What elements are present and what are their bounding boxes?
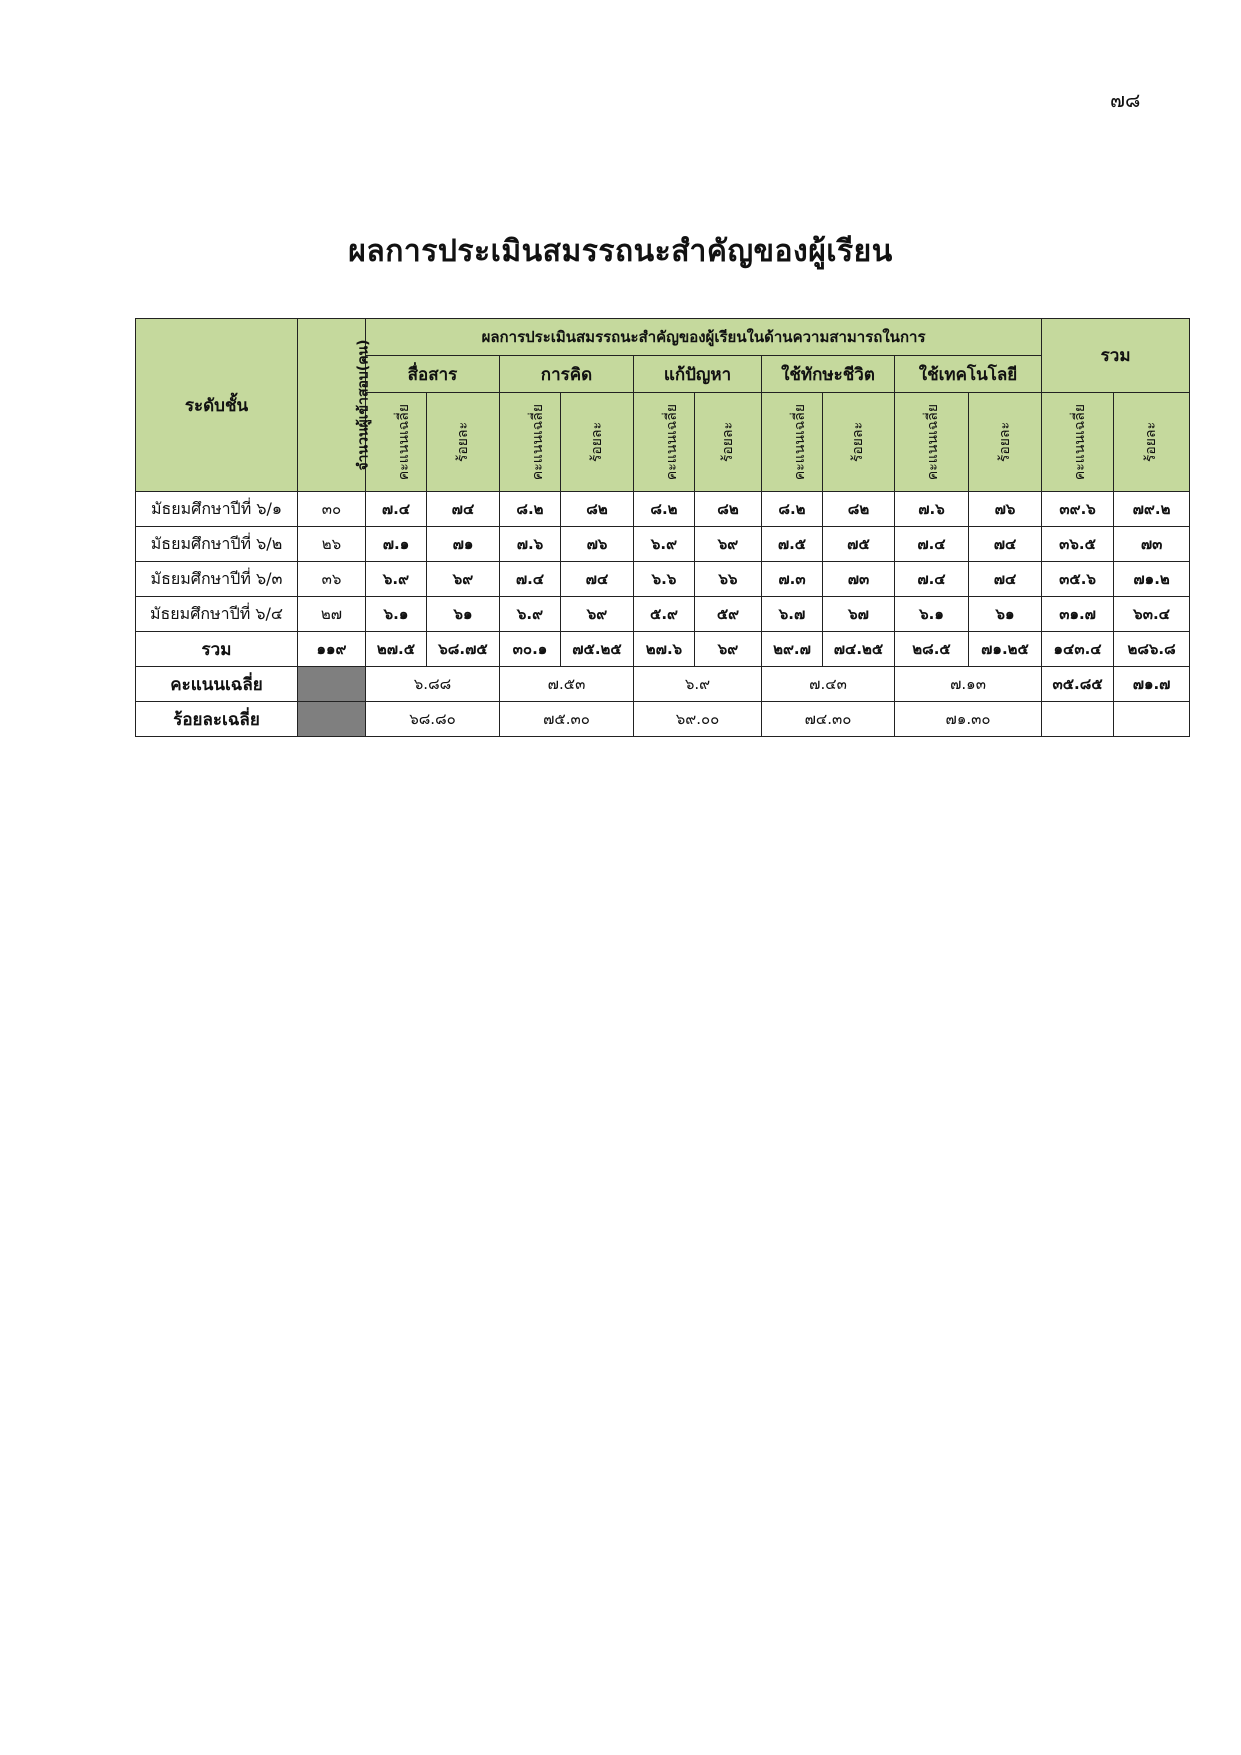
avg-score-subheader: คะแนนเฉลี่ย [500,393,561,492]
cell: ๖.๙ [634,667,762,702]
empty-cell [1114,702,1190,737]
cell: ๗.๔ [366,492,427,527]
cell: ๖.๑ [366,597,427,632]
cell: ๘.๒ [500,492,561,527]
cell: ๘๒ [561,492,634,527]
cell: ๓๖.๕ [1042,527,1114,562]
cell: ๗๖ [561,527,634,562]
percent-subheader: ร้อยละ [561,393,634,492]
cell: ๓๑.๗ [1042,597,1114,632]
cell: ๒๘๖.๘ [1114,632,1190,667]
row-label: มัธยมศึกษาปีที่ ๖/๔ [136,597,298,632]
cell: ๗๑.๒ [1114,562,1190,597]
percent-row [136,702,1190,737]
cell: ๒๘.๕ [895,632,969,667]
row-count: ๒๗ [298,597,366,632]
cell: ๖๙.๐๐ [634,702,762,737]
cell: ๗.๔๓ [762,667,895,702]
cell: ๖.๙ [634,527,695,562]
shaded-cell [298,702,366,737]
cell: ๗๕ [823,527,895,562]
cell: ๗.๑ [366,527,427,562]
row-count: ๓๐ [298,492,366,527]
cell: ๗๔ [969,527,1042,562]
cell: ๖.๗ [762,597,823,632]
cell: ๗๔.๓๐ [762,702,895,737]
avg-score-subheader: คะแนนเฉลี่ย [895,393,969,492]
percent-subheader: ร้อยละ [427,393,500,492]
cell: ๘๒ [695,492,762,527]
row-label: รวม [136,632,298,667]
row-label: คะแนนเฉลี่ย [136,667,298,702]
cell: ๒๙.๗ [762,632,823,667]
avg-score-subheader: คะแนนเฉลี่ย [634,393,695,492]
cell: ๗.๓ [762,562,823,597]
cell: ๖๖ [695,562,762,597]
competency-group-header: ผลการประเมินสมรรถนะสำคัญของผู้เรียนในด้านความสามารถในการ [366,319,1042,356]
level-header: ระดับชั้น [136,319,298,492]
percent-subheader: ร้อยละ [823,393,895,492]
percent-subheader: ร้อยละ [1114,393,1190,492]
cell: ๗๑.๗ [1114,667,1190,702]
cell: ๓๐.๑ [500,632,561,667]
row-label: มัธยมศึกษาปีที่ ๖/๒ [136,527,298,562]
cell: ๗๔ [969,562,1042,597]
cell: ๘.๒ [762,492,823,527]
shaded-cell [298,667,366,702]
cell: ๓๕.๘๕ [1042,667,1114,702]
competency-results-table [135,318,1190,737]
avg-score-subheader: คะแนนเฉลี่ย [366,393,427,492]
avg-score-subheader: คะแนนเฉลี่ย [1042,393,1114,492]
cell: ๖.๙ [500,597,561,632]
cell: ๘๒ [823,492,895,527]
cell: ๗๕.๒๕ [561,632,634,667]
competency-thinking: การคิด [500,356,634,393]
percent-subheader: ร้อยละ [969,393,1042,492]
cell: ๘.๒ [634,492,695,527]
competency-communication: สื่อสาร [366,356,500,393]
cell: ๗๕.๓๐ [500,702,634,737]
empty-cell [1042,702,1114,737]
cell: ๒๗.๖ [634,632,695,667]
cell: ๗.๖ [895,492,969,527]
cell: ๗๖ [969,492,1042,527]
cell: ๗.๑๓ [895,667,1042,702]
total-header: รวม [1042,319,1190,393]
table-row [136,527,1190,562]
competency-problem-solving: แก้ปัญหา [634,356,762,393]
avg-score-subheader: คะแนนเฉลี่ย [762,393,823,492]
cell: ๗.๔ [500,562,561,597]
cell: ๗๓ [1114,527,1190,562]
cell: ๖.๑ [895,597,969,632]
cell: ๕.๙ [634,597,695,632]
cell: ๖.๘๘ [366,667,500,702]
cell: ๗.๕๓ [500,667,634,702]
cell: ๗๑.๓๐ [895,702,1042,737]
cell: ๖๙ [427,562,500,597]
cell: ๖.๖ [634,562,695,597]
cell: ๖๑ [427,597,500,632]
cell: ๗.๔ [895,527,969,562]
cell: ๗๑.๒๕ [969,632,1042,667]
row-count: ๓๖ [298,562,366,597]
cell: ๑๔๓.๔ [1042,632,1114,667]
competency-life-skills: ใช้ทักษะชีวิต [762,356,895,393]
cell: ๒๗.๕ [366,632,427,667]
cell: ๓๕.๖ [1042,562,1114,597]
cell: ๗๔ [561,562,634,597]
cell: ๖๑ [969,597,1042,632]
cell: ๖๙ [561,597,634,632]
row-label: ร้อยละเฉลี่ย [136,702,298,737]
cell: ๗๔.๒๕ [823,632,895,667]
cell: ๖๓.๔ [1114,597,1190,632]
cell: ๖๘.๗๕ [427,632,500,667]
cell: ๗๙.๒ [1114,492,1190,527]
competency-technology: ใช้เทคโนโลยี [895,356,1042,393]
sum-row [136,632,1190,667]
average-row [136,667,1190,702]
cell: ๗๔ [427,492,500,527]
cell: ๗.๔ [895,562,969,597]
cell: ๗๓ [823,562,895,597]
page-title: ผลการประเมินสมรรถนะสำคัญของผู้เรียน [348,234,893,269]
cell: ๖๘.๘๐ [366,702,500,737]
percent-subheader: ร้อยละ [695,393,762,492]
cell: ๓๙.๖ [1042,492,1114,527]
cell: ๖๙ [695,527,762,562]
row-label: มัธยมศึกษาปีที่ ๖/๓ [136,562,298,597]
participants-header: จำนวนผู้เข้าสอบ(คน) [298,319,366,492]
table-row [136,562,1190,597]
table-row [136,597,1190,632]
row-label: มัธยมศึกษาปีที่ ๖/๑ [136,492,298,527]
row-count: ๒๖ [298,527,366,562]
table-row [136,492,1190,527]
row-count: ๑๑๙ [298,632,366,667]
cell: ๗.๖ [500,527,561,562]
cell: ๗.๕ [762,527,823,562]
cell: ๖.๙ [366,562,427,597]
cell: ๖๙ [695,632,762,667]
page-number: ๗๘ [1110,88,1141,112]
cell: ๖๗ [823,597,895,632]
cell: ๕๙ [695,597,762,632]
cell: ๗๑ [427,527,500,562]
